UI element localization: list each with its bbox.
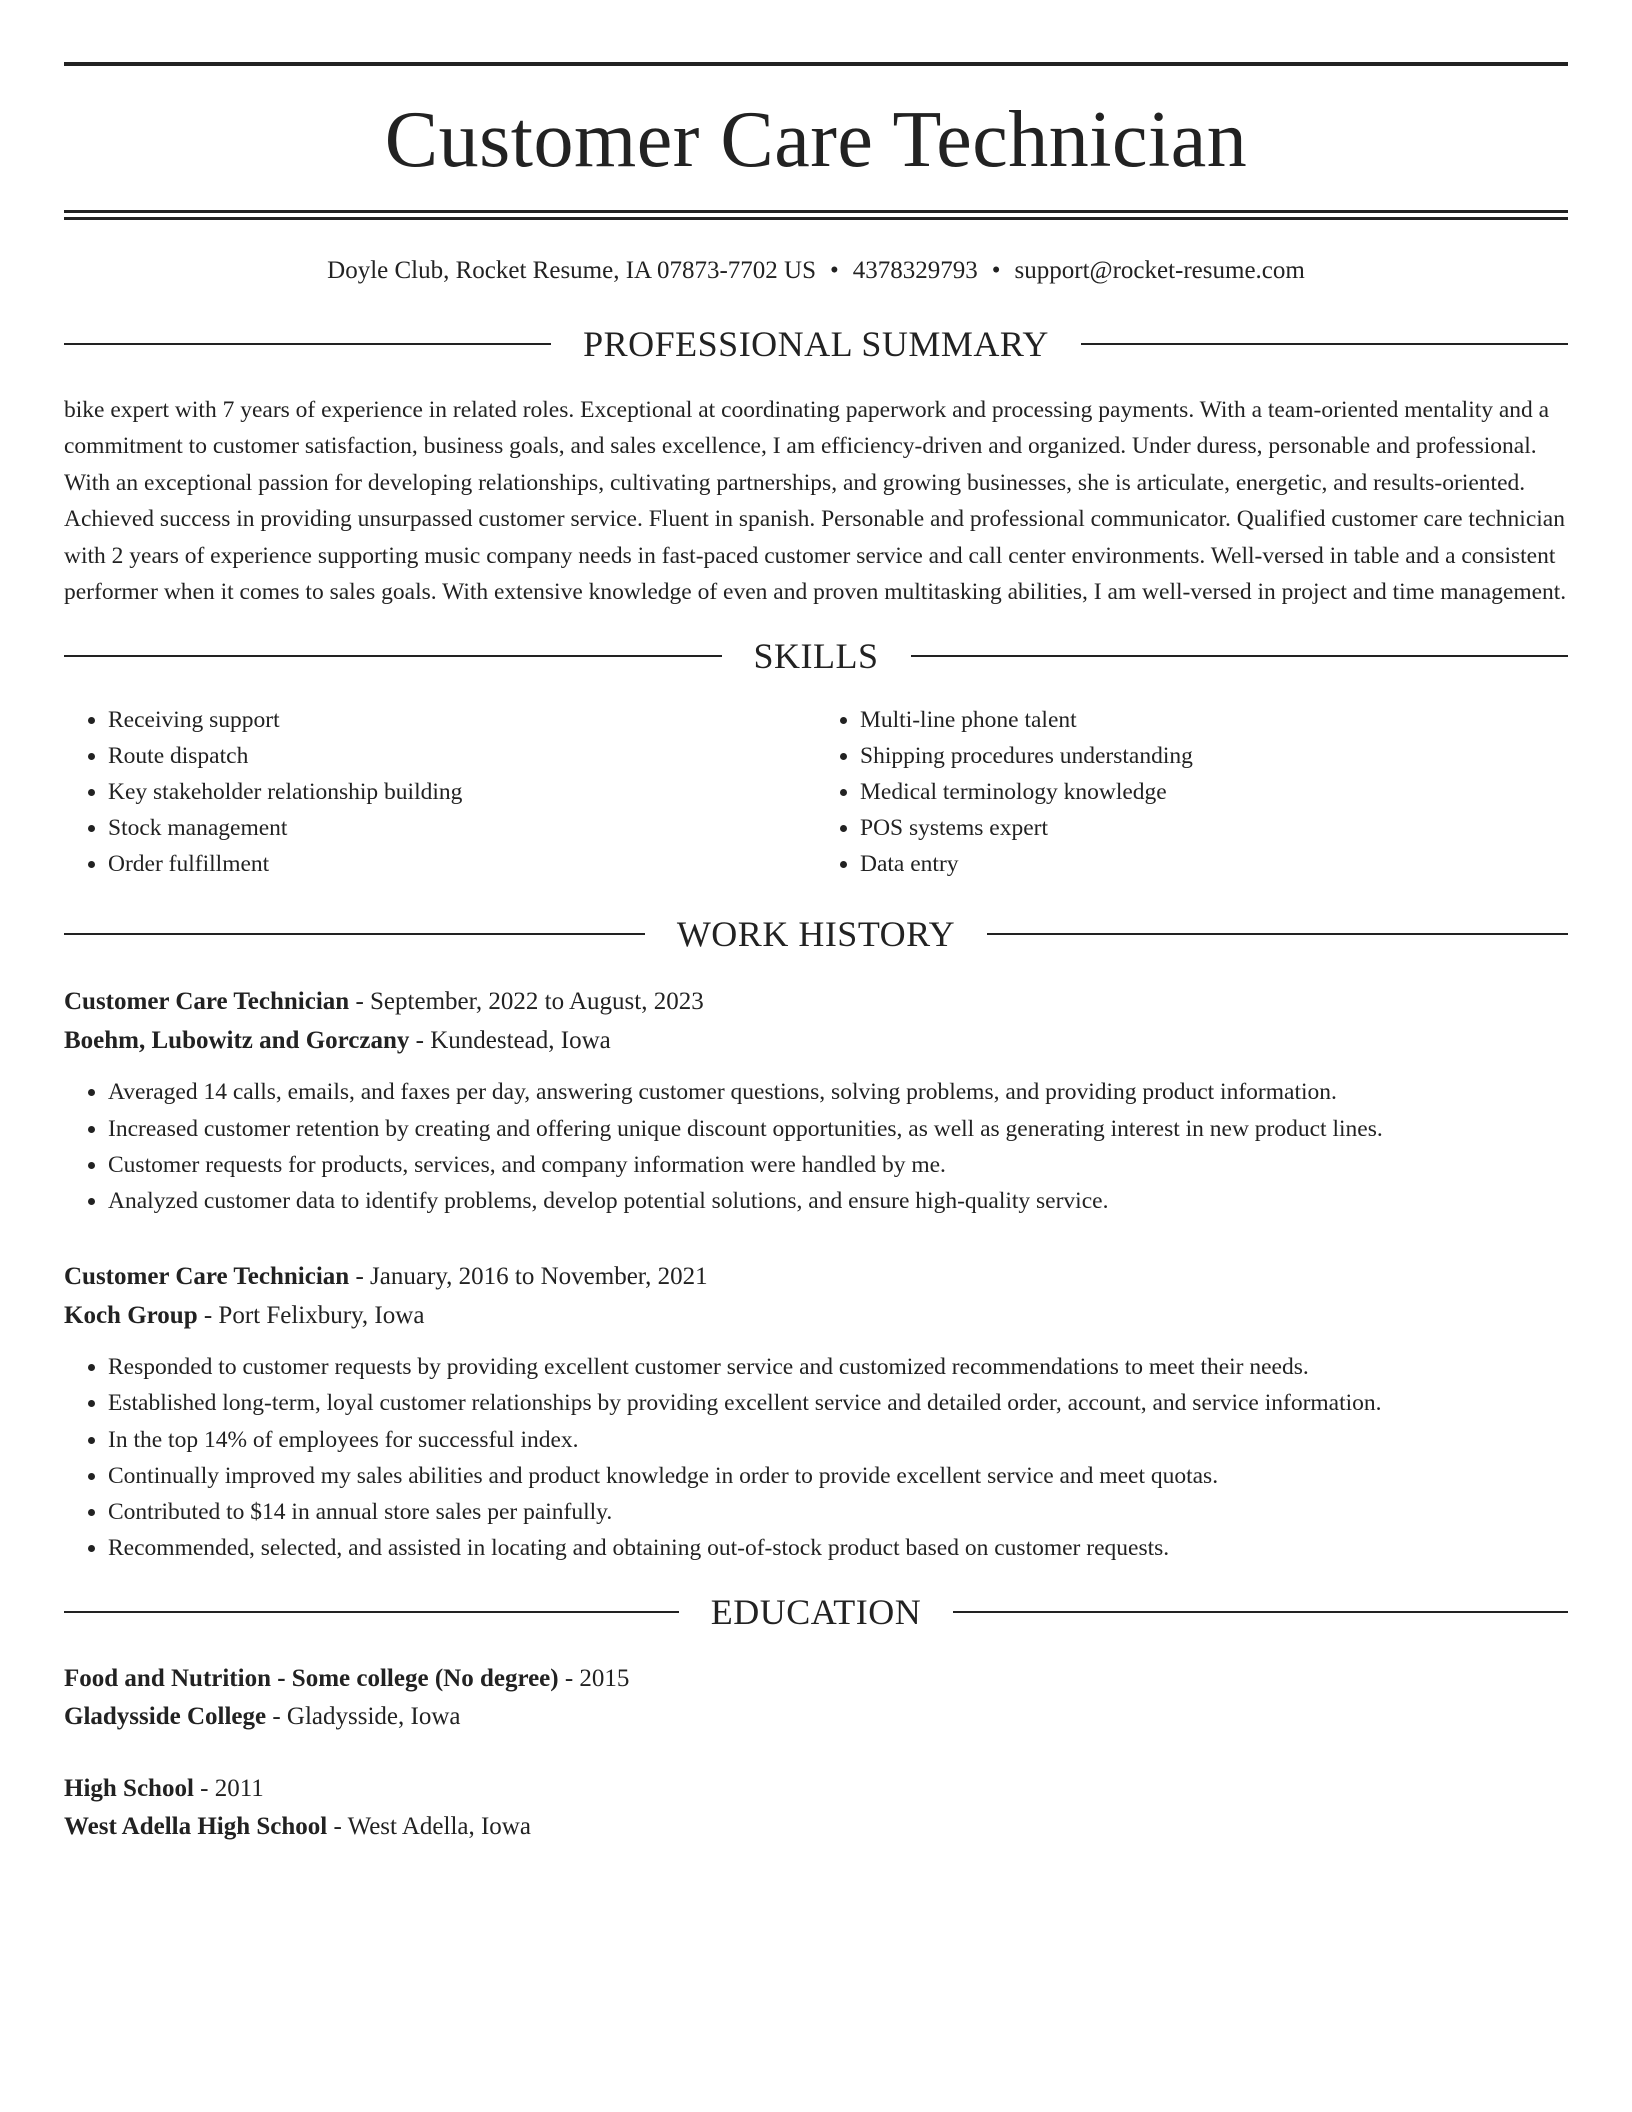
job-title: Customer Care Technician bbox=[64, 1263, 350, 1291]
job-bullet: • Continually improved my sales abilities and product knowledge in order to provide excellent service and meet quotas. bbox=[108, 1458, 1568, 1494]
skill-item: • Receiving support bbox=[108, 702, 816, 738]
job-dates: - January, 2016 to November, 2021 bbox=[349, 1263, 708, 1291]
job-bullet: • Recommended, selected, and assisted in locating and obtaining out-of-stock product based on customer requests. bbox=[108, 1530, 1568, 1566]
education-degree-line bbox=[64, 1770, 1568, 1808]
education-school: Gladysside College bbox=[64, 1703, 267, 1731]
work-history-heading bbox=[64, 914, 1568, 955]
job-bullet: • Averaged 14 calls, emails, and faxes per day, answering customer questions, solving problems, and providing product information. bbox=[108, 1074, 1568, 1110]
job-title: Customer Care Technician bbox=[64, 988, 350, 1016]
education-degree: High School bbox=[64, 1775, 194, 1803]
job-bullet: • Customer requests for products, services, and company information were handled by me. bbox=[108, 1147, 1568, 1183]
job-entry bbox=[64, 1257, 1568, 1566]
job-company-line bbox=[64, 1296, 1568, 1335]
education-entry bbox=[64, 1660, 1568, 1736]
education-year: - 2015 bbox=[558, 1665, 630, 1693]
skills-heading bbox=[64, 636, 1568, 677]
contact-line bbox=[64, 256, 1568, 286]
resume-title: Customer Care Technician bbox=[384, 96, 1248, 184]
heading-rule-right bbox=[1081, 343, 1568, 345]
job-title-line bbox=[64, 982, 1568, 1021]
contact-separator: • bbox=[830, 257, 839, 284]
job-entry bbox=[64, 982, 1568, 1219]
education-entry bbox=[64, 1770, 1568, 1846]
job-dates: - September, 2022 to August, 2023 bbox=[349, 988, 704, 1016]
work-history-heading-label: WORK HISTORY bbox=[676, 914, 956, 955]
skill-item: • Medical terminology knowledge bbox=[860, 774, 1568, 810]
skill-item: • POS systems expert bbox=[860, 810, 1568, 846]
contact-email[interactable]: support@rocket-resume.com bbox=[1014, 257, 1305, 284]
job-bullet: • Responded to customer requests by providing excellent customer service and customized recommendations to meet their needs. bbox=[108, 1349, 1568, 1385]
job-company: Koch Group bbox=[64, 1302, 198, 1330]
job-bullets bbox=[64, 1074, 1568, 1219]
job-title-line bbox=[64, 1257, 1568, 1296]
skill-item: • Multi-line phone talent bbox=[860, 702, 1568, 738]
education-school-line bbox=[64, 1698, 1568, 1736]
job-location: - Kundestead, Iowa bbox=[409, 1027, 611, 1055]
job-bullets bbox=[64, 1349, 1568, 1566]
summary-heading bbox=[64, 326, 1568, 362]
education-heading-label: EDUCATION bbox=[710, 1592, 922, 1633]
skill-item: • Route dispatch bbox=[108, 738, 816, 774]
skill-item: • Stock management bbox=[108, 810, 816, 846]
summary-heading-label: PROFESSIONAL SUMMARY bbox=[583, 324, 1049, 364]
heading-rule-right bbox=[953, 1611, 1568, 1613]
job-bullet: • In the top 14% of employees for successful index. bbox=[108, 1422, 1568, 1458]
title-double-rule bbox=[64, 210, 1568, 220]
job-bullet: • Analyzed customer data to identify problems, develop potential solutions, and ensure high-quality service. bbox=[108, 1183, 1568, 1219]
heading-rule-right bbox=[911, 655, 1569, 657]
heading-rule-left bbox=[64, 1611, 679, 1613]
skills-heading-label: SKILLS bbox=[753, 636, 879, 677]
heading-rule-right bbox=[987, 933, 1568, 935]
job-company-line bbox=[64, 1021, 1568, 1060]
contact-separator: • bbox=[991, 257, 1001, 284]
heading-rule-left bbox=[64, 343, 551, 345]
job-bullet: • Contributed to $14 in annual store sales per painfully. bbox=[108, 1494, 1568, 1530]
education-degree-line bbox=[64, 1660, 1568, 1698]
education-year: - 2011 bbox=[193, 1775, 264, 1803]
skills-list bbox=[64, 702, 1568, 882]
job-bullet: • Established long-term, loyal customer relationships by providing excellent service and detailed order, account, and service information. bbox=[108, 1385, 1568, 1421]
education-degree: Food and Nutrition - Some college (No degree) bbox=[64, 1665, 559, 1693]
skills-column-right bbox=[816, 702, 1568, 882]
skill-item: • Data entry bbox=[860, 846, 1568, 882]
skills-column-left bbox=[64, 702, 816, 882]
job-location: - Port Felixbury, Iowa bbox=[197, 1302, 425, 1330]
education-location: - Gladysside, Iowa bbox=[266, 1703, 461, 1731]
top-rule bbox=[64, 62, 1568, 66]
job-company: Boehm, Lubowitz and Gorczany bbox=[64, 1027, 410, 1055]
education-school: West Adella High School bbox=[64, 1813, 328, 1841]
heading-rule-left bbox=[64, 933, 645, 935]
contact-phone[interactable]: 4378329793 bbox=[852, 257, 978, 284]
heading-rule-left bbox=[64, 655, 722, 657]
education-location: - West Adella, Iowa bbox=[327, 1813, 531, 1841]
job-bullet: • Increased customer retention by creating and offering unique discount opportunities, as well as generating interest in new product lines. bbox=[108, 1111, 1568, 1147]
education-school-line bbox=[64, 1808, 1568, 1846]
education-heading bbox=[64, 1592, 1568, 1633]
skill-item: • Key stakeholder relationship building bbox=[108, 774, 816, 810]
skill-item: • Shipping procedures understanding bbox=[860, 738, 1568, 774]
contact-address: Doyle Club, Rocket Resume, IA 07873-7702 US bbox=[327, 257, 817, 284]
skill-item: • Order fulfillment bbox=[108, 846, 816, 882]
summary-text: bike expert with 7 years of experience in related roles. Exceptional at coordinating paperwork and processing payments. With a team-oriented mentality and a commitment to customer satisfaction, business goals, and sales excellence, I am efficiency-driven and organized. Under duress, personable and professional. With an exceptional passion for developing relationships, cultivating partnerships, and growing businesses, she is articulate, energetic, and results-oriented. Achieved success in providing unsurpassed customer service. Fluent in spanish. Personable and professional communicator. Qualified customer care technician with 2 years of experience supporting music company needs in fast-paced customer service and call center environments. Well-versed in table and a consistent performer when it comes to sales goals. With extensive knowledge of even and proven multitasking abilities, I am well-versed in project and time management. bbox=[64, 397, 1567, 606]
